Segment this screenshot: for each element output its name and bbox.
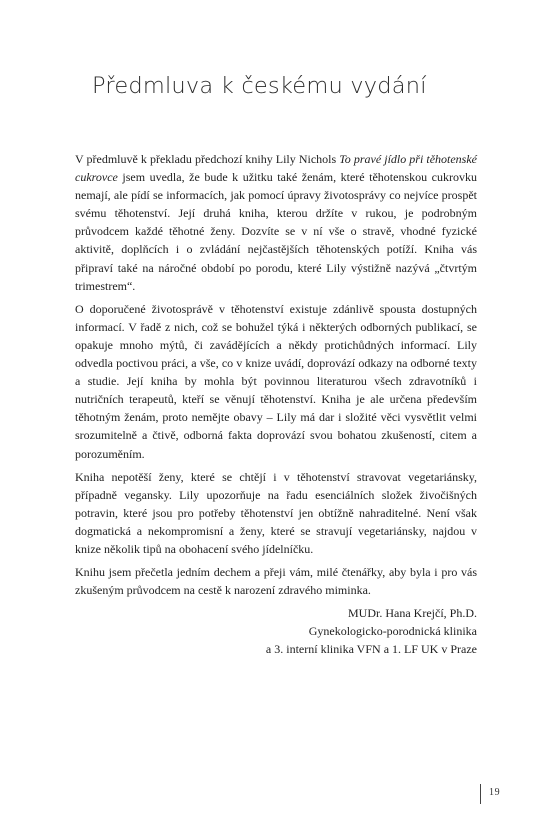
paragraph-1-rest: jsem uvedla, že bude k užitku také ženám, které těhotenskou cukrovku nemají, ale pídí se informacích, jak pomocí úpravy životosprávy co nejvíce prospět svému těhotenství. Její druhá kniha, kterou držíte v rukou, je podrobným průvodcem každé těhotné ženy. Dozvíte se v ní vše o stravě, vhodné fyzické aktivitě, doplňcích i o zvládání nejčastějších těhotenských potíží. Kniha vás připraví také na náročné období po porodu, které Lily výstižně nazývá „čtvrtým trimestrem“. [75,170,477,293]
folio-rule [480,784,481,804]
book-title-italic: To pravé jídlo při těhotenské cukrovce [75,152,478,185]
paragraph-3: Kniha nepotěší ženy, které se chtějí i v těhotenství stravovat vegetariánsky, případně vegansky. Lily upozorňuje na řadu esenciálních složek živočišných potravin, které jsou pro potřeby těhotenství jen obtížně nahraditelné. Není však dogmatická a nekompromisní a ženy, které se stravují vegetariánsky, najdou v knize několik tipů na obohacení svého jídelníčku. [75,469,477,556]
paragraph-4: Knihu jsem přečetla jedním dechem a přeji vám, milé čtenářky, aby byla i pro vás zkušeným průvodcem na cestě k narození zdravého miminka. [75,565,477,598]
paragraph-2: O doporučené životosprávě v těhotenství existuje zdánlivě spousta dostupných informací. V řadě z nich, což se bohužel týká i některých odborných publikací, se opakuje mnoho mýtů, či zavádějících a někdy protichůdných informací. Lily odvedla poctivou práci, a vše, co v knize uvádí, doprovází odkazy na odborné texty a studie. Její kniha by mohla být povinnou literaturou všech zdravotníků i nutričních terapeutů, kteří se věnují těhotenství. Kniha je ale určena především těhotným ženám, proto nemějte obavy – Lily má dar i složité věci vysvětlit velmi srozumitelně a čtivě, odborná fakta doprovází svou bohatou zkušeností, citem a porozuměním. [75,301,477,461]
paragraph-1 [75,150,477,295]
paragraph-1-start: V předmluvě k překladu předchozí knihy Lily Nichols [75,152,340,166]
body-text [75,150,477,659]
signature-block [75,604,477,658]
signature-institution: a 3. interní klinika VFN a 1. LF UK v Praze [265,642,477,657]
page-number: 19 [489,787,501,798]
chapter-title: Předmluva k českému vydání [92,73,427,99]
signature-name: MUDr. Hana Krejčí, Ph.D. [348,606,477,621]
signature-department: Gynekologicko-porodnická klinika [308,624,477,639]
